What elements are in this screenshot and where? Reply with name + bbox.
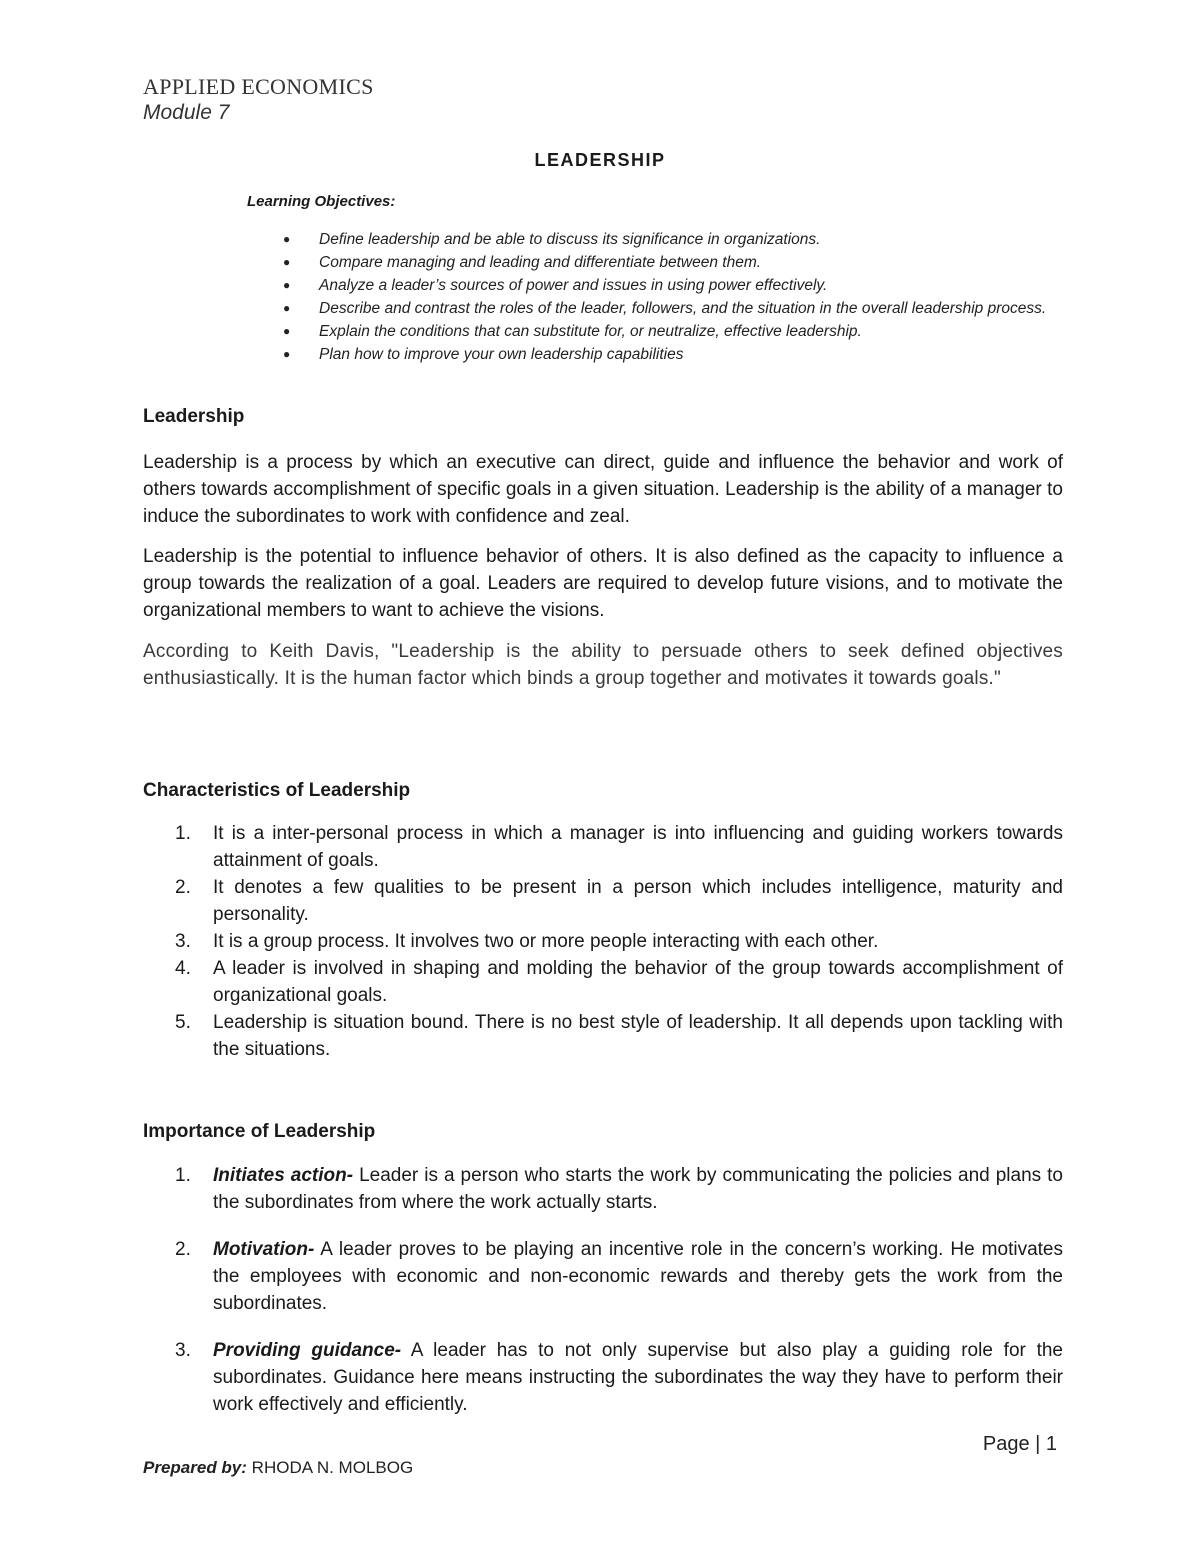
list-item: 1. It is a inter-personal process in which a manager is into influencing and guiding workers towards attainment of goals. — [175, 823, 1063, 871]
characteristics-list — [143, 820, 1063, 1063]
list-item: 5. Leadership is situation bound. There is no best style of leadership. It all depends upon tackling with the situations. — [175, 1012, 1063, 1060]
list-item: 1. Initiates action- Leader is a person who starts the work by communicating the policies and plans to the subordinates from where the work actually starts. — [175, 1165, 1063, 1213]
leadership-paragraph-1: Leadership is a process by which an executive can direct, guide and influence the behavior and work of others towards accomplishment of specific goals in a given situation. Leadership is the ability of a manager to induce the subordinates to work with confidence and zeal. — [143, 452, 1063, 527]
page-title: LEADERSHIP — [534, 150, 666, 170]
page-number: Page | 1 — [982, 1433, 1057, 1455]
bullet-icon: ● — [283, 255, 291, 269]
leadership-heading: Leadership — [143, 406, 245, 427]
list-item: 3. Providing guidance- A leader has to not only supervise but also play a guiding role for the subordinates. Guidance here means instructing the subordinates the way they have to perform their work effectively and efficiently. — [175, 1340, 1063, 1415]
importance-list — [143, 1162, 1063, 1438]
bullet-icon: ● — [283, 278, 291, 292]
leadership-paragraph-2: Leadership is the potential to influence behavior of others. It is also defined as the capacity to influence a group towards the realization of a goal. Leaders are required to develop future visions, and to motivate the organizational members to want to achieve the visions. — [143, 546, 1063, 621]
list-item: ● Define leadership and be able to discuss its significance in organizations. — [250, 228, 1065, 251]
objectives-list — [250, 228, 1065, 366]
list-item: ● Analyze a leader’s sources of power and issues in using power effectively. — [250, 274, 1065, 297]
list-item: 4. A leader is involved in shaping and molding the behavior of the group towards accomplishment of organizational goals. — [175, 958, 1063, 1006]
importance-heading: Importance of Leadership — [143, 1121, 376, 1142]
list-item: ● Compare managing and leading and differentiate between them. — [250, 251, 1065, 274]
list-item: 2. It denotes a few qualities to be present in a person which includes intelligence, maturity and personality. — [175, 877, 1063, 925]
characteristics-heading: Characteristics of Leadership — [143, 780, 411, 801]
list-item: 2. Motivation- A leader proves to be playing an incentive role in the concern’s working. He motivates the employees with economic and non-economic rewards and thereby gets the work from the subordinates. — [175, 1239, 1063, 1314]
objectives-heading: Learning Objectives: — [247, 193, 396, 210]
bullet-icon: ● — [283, 232, 291, 246]
footer — [143, 1458, 413, 1478]
course-title: APPLIED ECONOMICS — [143, 74, 374, 99]
footer-author: RHODA N. MOLBOG — [246, 1458, 414, 1477]
list-item: ● Plan how to improve your own leadership capabilities — [250, 343, 1065, 366]
bullet-icon: ● — [283, 301, 291, 315]
footer-label: Prepared by: — [143, 1458, 247, 1477]
bullet-icon: ● — [283, 324, 291, 338]
list-item: ● Describe and contrast the roles of the leader, followers, and the situation in the overall leadership process. — [250, 297, 1065, 320]
keith-davis-quote: According to Keith Davis, "Leadership is the ability to persuade others to seek defined objectives enthusiastically. It is the human factor which binds a group together and motivates it towards goals." — [143, 641, 1063, 689]
module-label: Module 7 — [143, 101, 230, 124]
list-item: ● Explain the conditions that can substitute for, or neutralize, effective leadership. — [250, 320, 1065, 343]
bullet-icon: ● — [283, 347, 291, 361]
list-item: 3. It is a group process. It involves two or more people interacting with each other. — [175, 931, 879, 952]
